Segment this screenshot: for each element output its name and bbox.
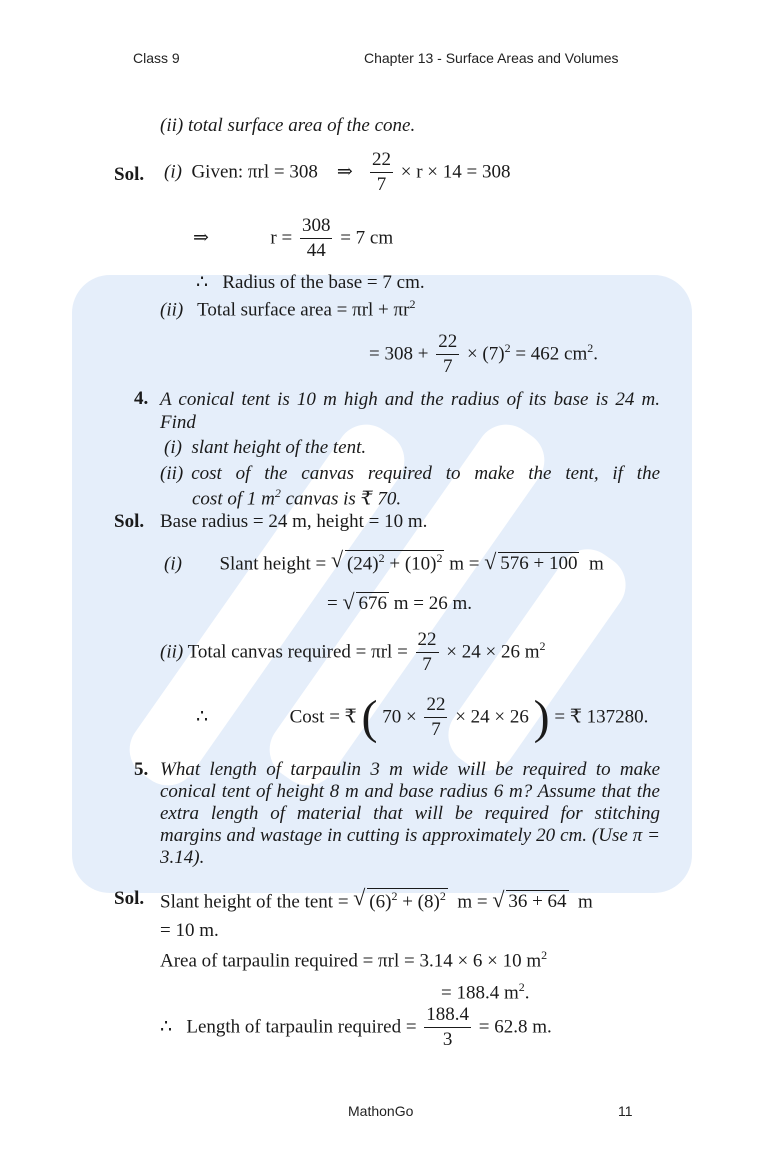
- page-number: 11: [618, 1103, 633, 1119]
- therefore-symbol: ∴: [196, 272, 209, 293]
- length-result: = 62.8 m.: [478, 1016, 552, 1038]
- exponent: 2: [504, 340, 511, 355]
- radius-line: [196, 271, 425, 294]
- sol-label: Sol.: [114, 164, 145, 185]
- exponent: 2: [541, 948, 548, 962]
- given-text: Given: πrl = 308: [191, 161, 318, 183]
- part-text: total surface area of the cone.: [187, 115, 416, 136]
- area-text: Area of tarpaulin required = πrl = 3.14 × 6 × 10 m: [160, 950, 542, 972]
- area-result: = 188.4 m: [441, 982, 519, 1004]
- right-paren: ): [533, 691, 550, 744]
- slant-result: m = 26 m.: [393, 593, 472, 614]
- period: .: [524, 982, 530, 1004]
- fraction: $\frac{22}{7}$: [426, 694, 446, 740]
- q4-part-ii: [160, 463, 660, 510]
- fraction: $\frac{22}{7}$: [417, 629, 437, 675]
- slant-label: Slant height of the tent =: [160, 891, 349, 913]
- sol4-canvas: [160, 630, 546, 676]
- square-root: √ $(24)^2 + (10)^2$: [331, 550, 445, 575]
- part-text: canvas is ₹ 70.: [285, 488, 402, 510]
- question-4: [160, 388, 660, 434]
- sol5-area-result: [441, 980, 530, 1004]
- exponent: 2: [274, 486, 281, 500]
- exponent: 2: [518, 980, 525, 994]
- canvas-tail: × 24 × 26 m: [446, 641, 540, 663]
- part-label: (ii): [160, 463, 184, 484]
- sol5-area: [160, 948, 547, 972]
- therefore-symbol: ∴: [160, 1016, 173, 1038]
- question-number: 5.: [134, 759, 149, 780]
- left-paren: (: [361, 691, 378, 744]
- sol4-line1: Base radius = 24 m, height = 10 m.: [160, 511, 428, 532]
- r-result: = 7 cm: [340, 227, 394, 249]
- equation-tail: × r × 14 = 308: [400, 161, 511, 183]
- fraction: $\frac{188.4}{3}$: [426, 1004, 470, 1050]
- slant-label: Slant height =: [219, 553, 327, 575]
- part-label: (ii): [160, 299, 184, 321]
- footer-brand: MathonGo: [348, 1103, 414, 1119]
- part-label: (i): [164, 437, 182, 458]
- exponent: 2: [539, 638, 546, 653]
- r-equals: r =: [270, 227, 293, 249]
- implies-arrow: ⇒: [336, 161, 353, 183]
- sol4-slant-result: [327, 592, 472, 615]
- tsa-pre: = 308 +: [369, 343, 429, 365]
- implies-arrow: ⇒: [193, 227, 209, 249]
- part-label: (ii): [160, 641, 184, 663]
- radius-text: Radius of the base = 7 cm.: [222, 272, 425, 293]
- sol4-slant: [164, 550, 604, 575]
- equals: =: [327, 593, 338, 614]
- unit: m: [578, 891, 593, 913]
- fraction: $\frac{22}{7}$: [372, 149, 391, 195]
- part-label: (ii): [160, 115, 184, 136]
- part-text: slant height of the tent.: [191, 437, 367, 458]
- exponent: 2: [587, 340, 594, 355]
- sol3-line2: [193, 216, 393, 262]
- therefore-symbol: ∴: [196, 706, 209, 728]
- square-root: √ 676: [342, 592, 389, 615]
- unit: m =: [457, 891, 488, 913]
- tsa-text: Total surface area = πrl + πr: [197, 299, 410, 321]
- cost-result: = ₹ 137280.: [554, 706, 649, 728]
- header-class: Class 9: [133, 50, 180, 66]
- unit: m =: [449, 553, 480, 575]
- part-text: cost of the canvas required to make the tent, if the: [191, 463, 660, 484]
- square-root: √ 36 + 64: [492, 890, 568, 913]
- exponent: 2: [409, 297, 416, 311]
- question-number: 4.: [134, 388, 149, 409]
- length-label: Length of tarpaulin required =: [186, 1016, 417, 1038]
- cost-term: × 24 × 26: [455, 706, 529, 728]
- square-root: √ 576 + 100: [484, 552, 579, 575]
- part-text: cost of 1 m: [192, 488, 275, 510]
- period: .: [593, 343, 598, 365]
- tsa-mid: × (7): [466, 343, 505, 365]
- sol5-line2: = 10 m.: [160, 920, 219, 941]
- cost-term: 70 ×: [382, 706, 417, 728]
- tsa-result-line: [369, 332, 598, 378]
- part-label: (i): [164, 161, 182, 183]
- unit: m: [588, 553, 604, 575]
- part-label: (i): [164, 553, 182, 575]
- top-part: [160, 115, 415, 137]
- sol5-slant: [160, 888, 593, 913]
- sol3-line1: [164, 150, 510, 196]
- sol4-cost: [196, 691, 649, 744]
- canvas-label: Total canvas required = πrl =: [187, 641, 408, 663]
- question-5: [160, 759, 660, 869]
- question-text: A conical tent is 10 m high and the radius of its base is 24 m. Find: [160, 389, 660, 433]
- tsa-post: = 462 cm: [515, 343, 588, 365]
- sol-label: Sol.: [114, 888, 145, 909]
- header-chapter: Chapter 13 - Surface Areas and Volumes: [364, 50, 619, 66]
- fraction: $\frac{308}{44}$: [301, 215, 331, 261]
- sol5-length: [160, 1005, 552, 1051]
- square-root: √ $(6)^2 + (8)^2$: [353, 888, 448, 913]
- sol-label: Sol.: [114, 511, 145, 532]
- cost-label: Cost = ₹: [289, 706, 357, 728]
- q4-part-i: [164, 437, 366, 459]
- tsa-line: [160, 297, 415, 321]
- question-text: What length of tarpaulin 3 m wide will be required to make conical tent of height 8 m and base radius 6 m? Assume that the extra length of material that will be required for stitching margins and wastage in cutting is approximately 20 cm. (Use π = 3.14).: [160, 759, 660, 868]
- fraction: $\frac{22}{7}$: [438, 331, 458, 377]
